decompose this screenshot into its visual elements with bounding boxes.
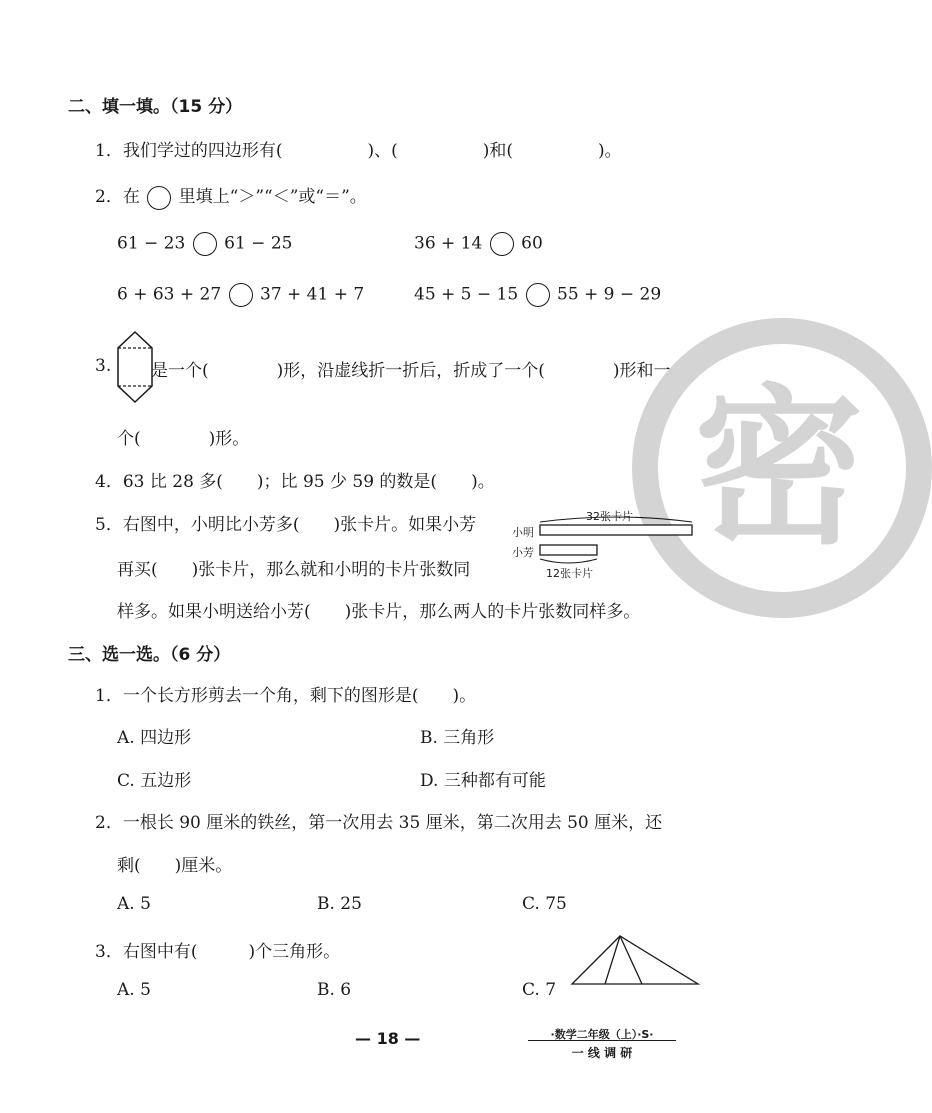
q2-2-prefix: 2．在: [95, 187, 140, 207]
q2-4-text: 4．63 比 28 多( )；比 95 少 59 的数是( )。: [95, 472, 495, 492]
blank-circle-icon: [147, 186, 171, 210]
compare-left: 6 + 63 + 27: [117, 284, 222, 305]
q3-2-line2: 剩( )厘米。: [117, 856, 233, 876]
compare-circle[interactable]: [193, 232, 217, 256]
compare-circle[interactable]: [229, 283, 253, 307]
section-2-title: 二、填一填。（15 分）: [68, 97, 243, 117]
q2-3-number: 3.: [95, 356, 112, 376]
compare-right: 55 + 9 − 29: [557, 284, 662, 305]
q3-3-text: 3．右图中有( )个三角形。: [95, 942, 341, 962]
q2-5-line2: 再买( )张卡片，那么就和小明的卡片张数同: [117, 560, 471, 580]
card-bar-diagram: [506, 508, 702, 580]
q2-2-suffix: 里填上“＞”“＜”或“＝”。: [178, 187, 367, 207]
bar-top-label: 32张卡片: [586, 510, 633, 523]
compare-item-3: [117, 283, 364, 307]
compare-left: 45 + 5 − 15: [414, 284, 519, 305]
bar-row2-label: 小芳: [512, 546, 534, 559]
compare-circle[interactable]: [526, 283, 550, 307]
q3-2-line1: 2．一根长 90 厘米的铁丝，第一次用去 35 厘米，第二次用去 50 厘米，还: [95, 813, 663, 833]
compare-left: 36 + 14: [414, 233, 483, 254]
compare-right: 61 − 25: [224, 233, 293, 254]
q2-3-line2: 个( )形。: [117, 429, 250, 449]
option-c[interactable]: C. 75: [522, 894, 567, 914]
option-c[interactable]: C. 五边形: [117, 771, 192, 791]
compare-left: 61 − 23: [117, 233, 186, 254]
option-a[interactable]: A. 5: [117, 894, 151, 914]
q2-3-line1: 是一个( )形，沿虚线折一折后，折成了一个( )形和一: [151, 361, 671, 381]
option-b[interactable]: B. 三角形: [420, 728, 495, 748]
compare-item-2: [414, 232, 543, 256]
compare-right: 37 + 41 + 7: [260, 284, 365, 305]
option-a[interactable]: A. 5: [117, 980, 151, 1000]
q2-5-line1: 5．右图中，小明比小芳多( )张卡片。如果小芳: [95, 515, 477, 535]
option-d[interactable]: D. 三种都有可能: [420, 771, 546, 791]
option-b[interactable]: B. 6: [317, 980, 352, 1000]
compare-circle[interactable]: [490, 232, 514, 256]
bar-row1-label: 小明: [512, 526, 534, 539]
watermark-glyph: 密: [694, 370, 865, 568]
book-title: ·数学二年级（上）·S·: [550, 1028, 654, 1041]
hexagon-shape-icon: [115, 330, 155, 404]
option-c[interactable]: C. 7: [522, 980, 557, 1000]
footer-divider: [528, 1040, 676, 1041]
bar-bottom-label: 12张卡片: [546, 567, 593, 580]
compare-right: 60: [521, 233, 543, 254]
option-a[interactable]: A. 四边形: [117, 728, 192, 748]
triangle-figure-icon: [570, 932, 700, 988]
compare-item-4: [414, 283, 661, 307]
q2-1-text: 1．我们学过的四边形有( )、( )和( )。: [95, 141, 622, 161]
q2-5-line3: 样多。如果小明送给小芳( )张卡片，那么两人的卡片张数同样多。: [117, 602, 641, 622]
option-b[interactable]: B. 25: [317, 894, 362, 914]
compare-item-1: [117, 232, 292, 256]
section-3-title: 三、选一选。（6 分）: [68, 645, 231, 665]
q2-2-instruction: [95, 182, 367, 210]
page-number: — 18 —: [355, 1029, 421, 1048]
series-name: 一 线 调 研: [571, 1046, 633, 1060]
q3-1-text: 1．一个长方形剪去一个角，剩下的图形是( )。: [95, 686, 477, 706]
